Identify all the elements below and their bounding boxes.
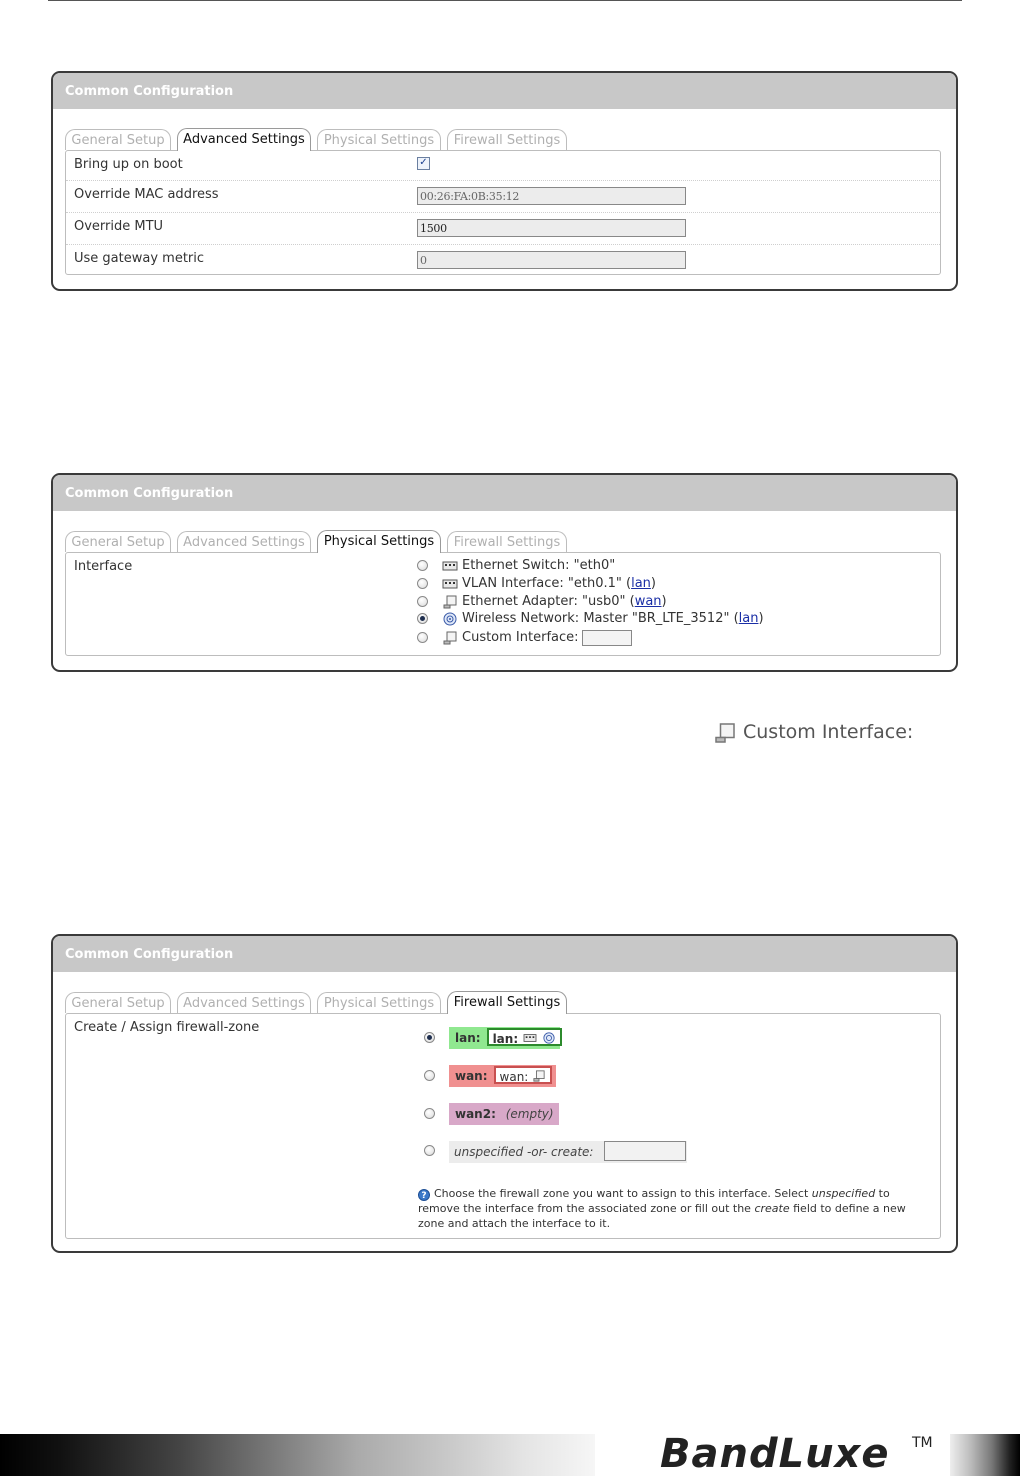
help-text-1: Choose the firewall zone you want to assign to this interface. Select <box>434 1187 812 1200</box>
radio-zone-lan[interactable] <box>424 1032 435 1043</box>
interface-wireless-suffix: ) <box>758 611 764 626</box>
override-mac-label: Override MAC address <box>74 187 219 202</box>
tab-firewall-settings[interactable]: Firewall Settings <box>447 991 567 1014</box>
panel-title: Common Configuration <box>53 475 956 511</box>
radio-zone-wan2[interactable] <box>424 1108 435 1119</box>
gateway-metric-label: Use gateway metric <box>74 251 205 266</box>
interface-wireless-text: Wireless Network: Master "BR_LTE_3512" ( <box>462 611 739 626</box>
zone-wan-members <box>494 1066 553 1084</box>
tab-firewall-settings[interactable]: Firewall Settings <box>447 531 567 552</box>
help-text-2: to remove the interface from the associated zone or fill out the <box>418 1187 890 1215</box>
tab-general-setup[interactable]: General Setup <box>65 531 171 552</box>
row-bring-up-on-boot <box>66 151 940 181</box>
radio-custom[interactable] <box>417 632 428 643</box>
tab-physical-settings[interactable]: Physical Settings <box>317 992 441 1013</box>
interface-usb0-text: Ethernet Adapter: "usb0" ( <box>462 594 635 609</box>
zone-lan-members <box>487 1028 562 1046</box>
zone-wan2-empty: (empty) <box>505 1107 554 1121</box>
firewall-zone-label: Create / Assign firewall-zone <box>74 1020 260 1035</box>
tab-advanced-settings[interactable]: Advanced Settings <box>177 531 311 552</box>
zone-lan[interactable] <box>449 1027 560 1049</box>
tab-advanced-settings[interactable]: Advanced Settings <box>177 128 311 151</box>
trademark-mark: TM <box>912 1435 933 1451</box>
interface-label: Interface <box>74 559 133 574</box>
info-icon: ? <box>418 1189 430 1201</box>
override-mtu-input[interactable]: 1500 <box>417 219 686 237</box>
help-em-create: create <box>754 1202 790 1215</box>
zone-wan-inner: wan: <box>499 1070 529 1084</box>
common-configuration-panel-firewall <box>51 934 958 1253</box>
gateway-metric-input[interactable]: 0 <box>417 251 686 269</box>
custom-interface-icon <box>442 631 458 645</box>
tab-physical-settings[interactable]: Physical Settings <box>317 129 441 150</box>
radio-usb0[interactable] <box>417 596 428 607</box>
tab-general-setup[interactable]: General Setup <box>65 992 171 1013</box>
override-mtu-label: Override MTU <box>74 219 164 234</box>
ethernet-adapter-icon <box>442 595 458 609</box>
radio-eth0[interactable] <box>417 560 428 571</box>
zone-wan[interactable] <box>449 1065 556 1087</box>
zone-link-lan-wireless[interactable]: lan <box>738 611 759 626</box>
tab-firewall-settings[interactable]: Firewall Settings <box>447 129 567 150</box>
interface-custom-text: Custom Interface: <box>462 630 579 645</box>
bring-up-on-boot-checkbox[interactable]: ✓ <box>417 157 430 170</box>
row-gateway-metric <box>66 245 940 277</box>
radio-zone-create[interactable] <box>424 1145 435 1156</box>
tab-physical-settings[interactable]: Physical Settings <box>317 530 441 553</box>
tab-general-setup[interactable]: General Setup <box>65 129 171 150</box>
interface-vlan-text: VLAN Interface: "eth0.1" ( <box>462 576 632 591</box>
zone-create <box>449 1141 687 1163</box>
firewall-settings-form <box>65 1013 941 1239</box>
panel-title: Common Configuration <box>53 73 956 109</box>
interface-usb0-suffix: ) <box>661 594 667 609</box>
ethernet-switch-icon <box>522 1032 538 1044</box>
physical-settings-form <box>65 552 941 656</box>
zone-link-lan[interactable]: lan <box>631 576 651 591</box>
vlan-icon <box>442 577 458 591</box>
advanced-settings-form <box>65 150 941 275</box>
interface-vlan-suffix: ) <box>650 576 656 591</box>
bandluxe-logo: BandLuxe <box>660 1431 890 1477</box>
zone-create-label: unspecified -or- create: <box>454 1145 594 1159</box>
panel-title: Common Configuration <box>53 936 956 972</box>
zone-link-wan[interactable]: wan <box>634 594 662 609</box>
zone-lan-inner: lan: <box>492 1032 519 1046</box>
wireless-icon <box>542 1032 556 1044</box>
firewall-help-text <box>418 1186 918 1231</box>
wireless-icon <box>442 612 458 626</box>
page-top-rule <box>48 0 962 1</box>
interface-eth0-text: Ethernet Switch: "eth0" <box>462 558 616 573</box>
custom-interface-zoomed-label: Custom Interface: <box>743 721 914 743</box>
radio-wireless[interactable] <box>417 613 428 624</box>
help-text-3: field to define a new zone and attach the interface to it. <box>418 1202 906 1230</box>
tab-advanced-settings[interactable]: Advanced Settings <box>177 992 311 1013</box>
radio-vlan[interactable] <box>417 578 428 589</box>
custom-interface-zoomed <box>713 718 913 746</box>
custom-interface-input[interactable] <box>582 630 632 646</box>
zone-wan-name: wan: <box>455 1069 488 1083</box>
zone-wan2[interactable] <box>449 1103 559 1125</box>
common-configuration-panel-physical <box>51 473 958 672</box>
custom-interface-icon <box>713 721 737 745</box>
row-override-mtu <box>66 213 940 245</box>
bring-up-on-boot-label: Bring up on boot <box>74 157 183 172</box>
radio-zone-wan[interactable] <box>424 1070 435 1081</box>
zone-wan2-name: wan2: <box>455 1107 496 1121</box>
ethernet-adapter-icon <box>532 1070 546 1082</box>
override-mac-input[interactable]: 00:26:FA:0B:35:12 <box>417 187 686 205</box>
zone-create-input[interactable] <box>604 1141 686 1161</box>
zone-lan-name: lan: <box>455 1031 481 1045</box>
row-override-mac <box>66 181 940 213</box>
common-configuration-panel-advanced <box>51 71 958 291</box>
ethernet-switch-icon <box>442 559 458 573</box>
help-em-unspecified: unspecified <box>811 1187 876 1200</box>
